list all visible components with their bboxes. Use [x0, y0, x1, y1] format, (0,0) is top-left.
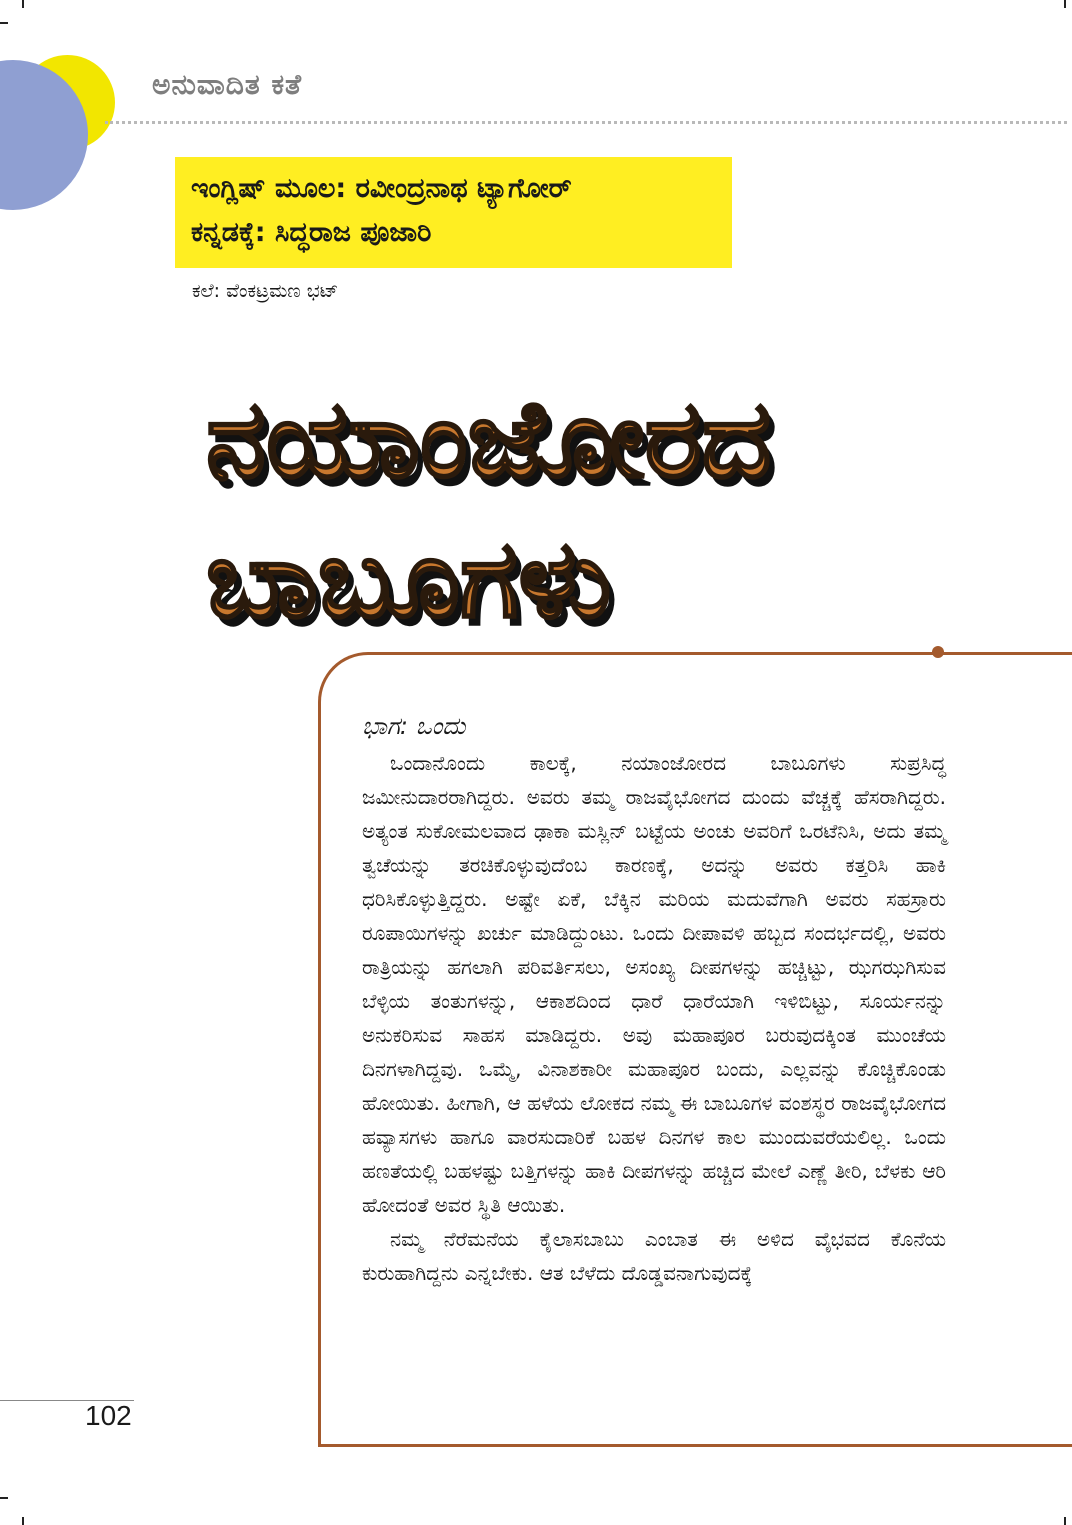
frame-end-dot — [932, 646, 944, 658]
story-title-line-2: ಬಾಬೂಗಳು — [206, 517, 612, 642]
credit-banner — [175, 157, 732, 268]
page-number: 102 — [85, 1400, 132, 1431]
crop-mark — [22, 1517, 24, 1525]
story-paragraph: ಒಂದಾನೊಂದು ಕಾಲಕ್ಕೆ, ನಯಾಂಜೋರದ ಬಾಬೂಗಳು ಸುಪ್ರಸಿದ್ಧ ಜಮೀನುದಾರರಾಗಿದ್ದರು. ಅವರು ತಮ್ಮ ರಾಜವೈಭೋಗದ ದುಂದು ವೆಚ್ಚಕ್ಕೆ ಹೆಸರಾಗಿದ್ದರು. ಅತ್ಯಂತ ಸುಕೋಮಲವಾದ ಢಾಕಾ ಮಸ್ಲಿನ್ ಬಟ್ಟೆಯ ಅಂಚು ಅವರಿಗೆ ಒರಟೆನಿಸಿ, ಅದು ತಮ್ಮ ತ್ವಚೆಯನ್ನು ತರಚಿಕೊಳ್ಳುವುದೆಂಬ ಕಾರಣಕ್ಕೆ, ಅದನ್ನು ಅವರು ಕತ್ತರಿಸಿ ಹಾಕಿ ಧರಿಸಿಕೊಳ್ಳುತ್ತಿದ್ದರು. ಅಷ್ಟೇ ಏಕೆ, ಬೆಕ್ಕಿನ ಮರಿಯ ಮದುವೆಗಾಗಿ ಅವರು ಸಹಸ್ರಾರು ರೂಪಾಯಿಗಳನ್ನು ಖರ್ಚು ಮಾಡಿದ್ದುಂಟು. ಒಂದು ದೀಪಾವಳಿ ಹಬ್ಬದ ಸಂದರ್ಭದಲ್ಲಿ, ಅವರು ರಾತ್ರಿಯನ್ನು ಹಗಲಾಗಿ ಪರಿವರ್ತಿಸಲು, ಅಸಂಖ್ಯ ದೀಪಗಳನ್ನು ಹಚ್ಚಿಟ್ಟು, ಝಗಝಗಿಸುವ ಬೆಳ್ಳಿಯ ತಂತುಗಳನ್ನು, ಆಕಾಶದಿಂದ ಧಾರೆ ಧಾರೆಯಾಗಿ ಇಳಿಬಿಟ್ಟು, ಸೂರ್ಯನನ್ನು ಅನುಕರಿಸುವ ಸಾಹಸ ಮಾಡಿದ್ದರು. ಅವು ಮಹಾಪೂರ ಬರುವುದಕ್ಕಿಂತ ಮುಂಚೆಯ ದಿನಗಳಾಗಿದ್ದವು. ಒಮ್ಮೆ, ವಿನಾಶಕಾರೀ ಮಹಾಪೂರ ಬಂದು, ಎಲ್ಲವನ್ನು ಕೊಚ್ಚಿಕೊಂಡು ಹೋಯಿತು. ಹೀಗಾಗಿ, ಆ ಹಳೆಯ ಲೋಕದ ನಮ್ಮ ಈ ಬಾಬೂಗಳ ವಂಶಸ್ಥರ ರಾಜವೈಭೋಗದ ಹವ್ಯಾಸಗಳು ಹಾಗೂ ವಾರಸುದಾರಿಕೆ ಬಹಳ ದಿನಗಳ ಕಾಲ ಮುಂದುವರೆಯಲಿಲ್ಲ. ಒಂದು ಹಣತೆಯಲ್ಲಿ ಬಹಳಷ್ಟು ಬತ್ತಿಗಳನ್ನು ಹಾಕಿ ದೀಪಗಳನ್ನು ಹಚ್ಚಿದ ಮೇಲೆ ಎಣ್ಣೆ ತೀರಿ, ಬೆಳಕು ಆರಿ ಹೋದಂತೆ ಅವರ ಸ್ಥಿತಿ ಆಯಿತು. — [362, 751, 946, 1217]
crop-mark — [0, 22, 8, 24]
story-title — [206, 370, 772, 650]
crop-mark — [22, 0, 24, 8]
original-author-credit: ಇಂಗ್ಲಿಷ್ ಮೂಲ: ರವೀಂದ್ರನಾಥ ಟ್ಯಾಗೋರ್ — [191, 173, 572, 204]
crop-mark — [1064, 1517, 1066, 1525]
story-title-line-1: ನಯಾಂಜೋರದ — [206, 377, 772, 502]
story-body — [362, 708, 946, 1290]
dotted-divider — [105, 121, 1067, 124]
section-label: ಅನುವಾದಿತ ಕತೆ — [152, 68, 303, 101]
crop-mark — [0, 1497, 8, 1499]
story-paragraph: ನಮ್ಮ ನೆರೆಮನೆಯ ಕೈಲಾಸಬಾಬು ಎಂಬಾತ ಈ ಅಳಿದ ವೈಭವದ ಕೊನೆಯ ಕುರುಹಾಗಿದ್ದನು ಎನ್ನಬೇಕು. ಆತ ಬೆಳೆದು ದೊಡ್ಡವನಾಗುವುದಕ್ಕೆ — [362, 1227, 946, 1285]
crop-mark — [1064, 0, 1066, 8]
translator-credit: ಕನ್ನಡಕ್ಕೆ: ಸಿದ್ಧರಾಜ ಪೂಜಾರಿ — [191, 217, 432, 248]
part-label: ಭಾಗ: ಒಂದು — [362, 712, 466, 740]
illustrator-credit: ಕಲೆ: ವೆಂಕಟ್ರಮಣ ಭಟ್ — [192, 280, 339, 302]
